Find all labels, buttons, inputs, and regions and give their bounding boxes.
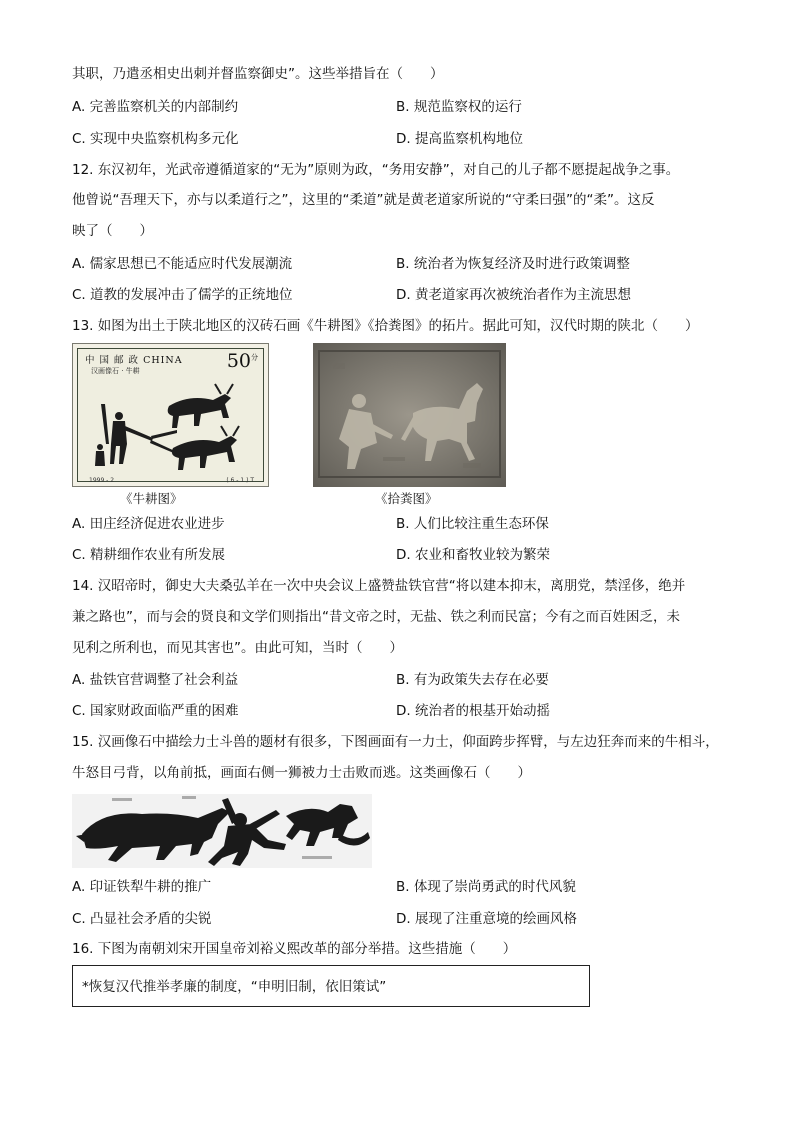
question-14-line-3: 见利之所利也，而见其害也”。由此可知，当时（ ） (72, 640, 403, 656)
option-d[interactable]: D. 提高监察机构地位 (396, 131, 523, 147)
option-d[interactable]: D. 农业和畜牧业较为繁荣 (396, 547, 550, 563)
option-a[interactable]: A. 田庄经济促进农业进步 (72, 516, 225, 532)
option-d[interactable]: D. 展现了注重意境的绘画风格 (396, 911, 577, 927)
question-12-line-1: 12. 东汉初年，光武帝遵循道家的“无为”原则为政，“务用安静”，对自己的儿子都不愿提起战争之事。 (72, 162, 680, 178)
option-b[interactable]: B. 人们比较注重生态环保 (396, 516, 549, 532)
question-14-line-2: 兼之路也”，而与会的贤良和文学们则指出“昔文帝之时，无盐、铁之利而民富；今有之而百姓困乏，未 (72, 609, 680, 625)
option-d[interactable]: D. 统治者的根基开始动摇 (396, 703, 550, 719)
option-c[interactable]: C. 凸显社会矛盾的尖锐 (72, 911, 212, 927)
stamp-country: 中 国 邮 政 CHINA (85, 355, 183, 366)
caption-dung-collecting: 《拾粪图》 (375, 491, 438, 506)
question-12-line-2: 他曾说“吾理天下，亦与以柔道行之”，这里的“柔道”就是黄老道家所说的“守柔曰强”的“柔”。这反 (72, 192, 655, 208)
stamp-series-number: ( 6 - 1 ) T (226, 477, 254, 484)
option-a[interactable]: A. 印证铁犁牛耕的推广 (72, 879, 212, 895)
option-b[interactable]: B. 规范监察权的运行 (396, 99, 522, 115)
ox-plowing-stamp-image (72, 343, 269, 487)
option-b[interactable]: B. 统治者为恢复经济及时进行政策调整 (396, 256, 630, 272)
stamp-value-unit: 分 (251, 353, 258, 362)
stamp-issue-number: 1999 - 2 (89, 477, 115, 484)
question-13-line-1: 13. 如图为出土于陕北地区的汉砖石画《牛耕图》《拾粪图》的拓片。据此可知，汉代时期的陕北（ ） (72, 318, 699, 334)
option-a[interactable]: A. 盐铁官营调整了社会利益 (72, 672, 239, 688)
stamp-subtitle: 汉画像石 · 牛耕 (91, 367, 140, 375)
option-c[interactable]: C. 实现中央监察机构多元化 (72, 131, 239, 147)
plowing-scene-illustration (73, 344, 269, 487)
stamp-value-number: 50 (226, 350, 251, 372)
option-a[interactable]: A. 完善监察机关的内部制约 (72, 99, 239, 115)
reform-measures-box (72, 965, 590, 1007)
option-b[interactable]: B. 有为政策失去存在必要 (396, 672, 549, 688)
strongman-illustration (72, 794, 372, 868)
question-16-line-1: 16. 下图为南朝刘宋开国皇帝刘裕义熙改革的部分举措。这些措施（ ） (72, 941, 517, 957)
option-c[interactable]: C. 道教的发展冲击了儒学的正统地位 (72, 287, 293, 303)
strongman-fighting-beasts-image (72, 794, 372, 868)
dung-collecting-rubbing-image (313, 343, 506, 487)
question-15-line-1: 15. 汉画像石中描绘力士斗兽的题材有很多，下图画面有一力士，仰面跨步挥臂，与左边狂奔而来的牛相斗， (72, 734, 719, 750)
reform-measure-text: *恢复汉代推举孝廉的制度，“申明旧制，依旧策试” (82, 979, 387, 995)
question-11-tail: 其职，乃遣丞相史出刺并督监察御史”。这些举措旨在（ ） (72, 66, 444, 82)
option-c[interactable]: C. 精耕细作农业有所发展 (72, 547, 226, 563)
question-15-line-2: 牛怒目弓背，以角前抵，画面右侧一狮被力士击败而逃。这类画像石（ ） (72, 765, 531, 781)
option-a[interactable]: A. 儒家思想已不能适应时代发展潮流 (72, 256, 293, 272)
option-c[interactable]: C. 国家财政面临严重的困难 (72, 703, 239, 719)
caption-ox-plowing: 《牛耕图》 (120, 491, 183, 506)
question-14-line-1: 14. 汉昭帝时，御史大夫桑弘羊在一次中央会议上盛赞盐铁官营“将以建本抑末，离朋党，禁淫侈，绝并 (72, 578, 686, 594)
option-b[interactable]: B. 体现了崇尚勇武的时代风貌 (396, 879, 576, 895)
question-12-line-3: 映了（ ） (72, 223, 153, 239)
rubbing-illustration (313, 343, 506, 487)
option-d[interactable]: D. 黄老道家再次被统治者作为主流思想 (396, 287, 631, 303)
